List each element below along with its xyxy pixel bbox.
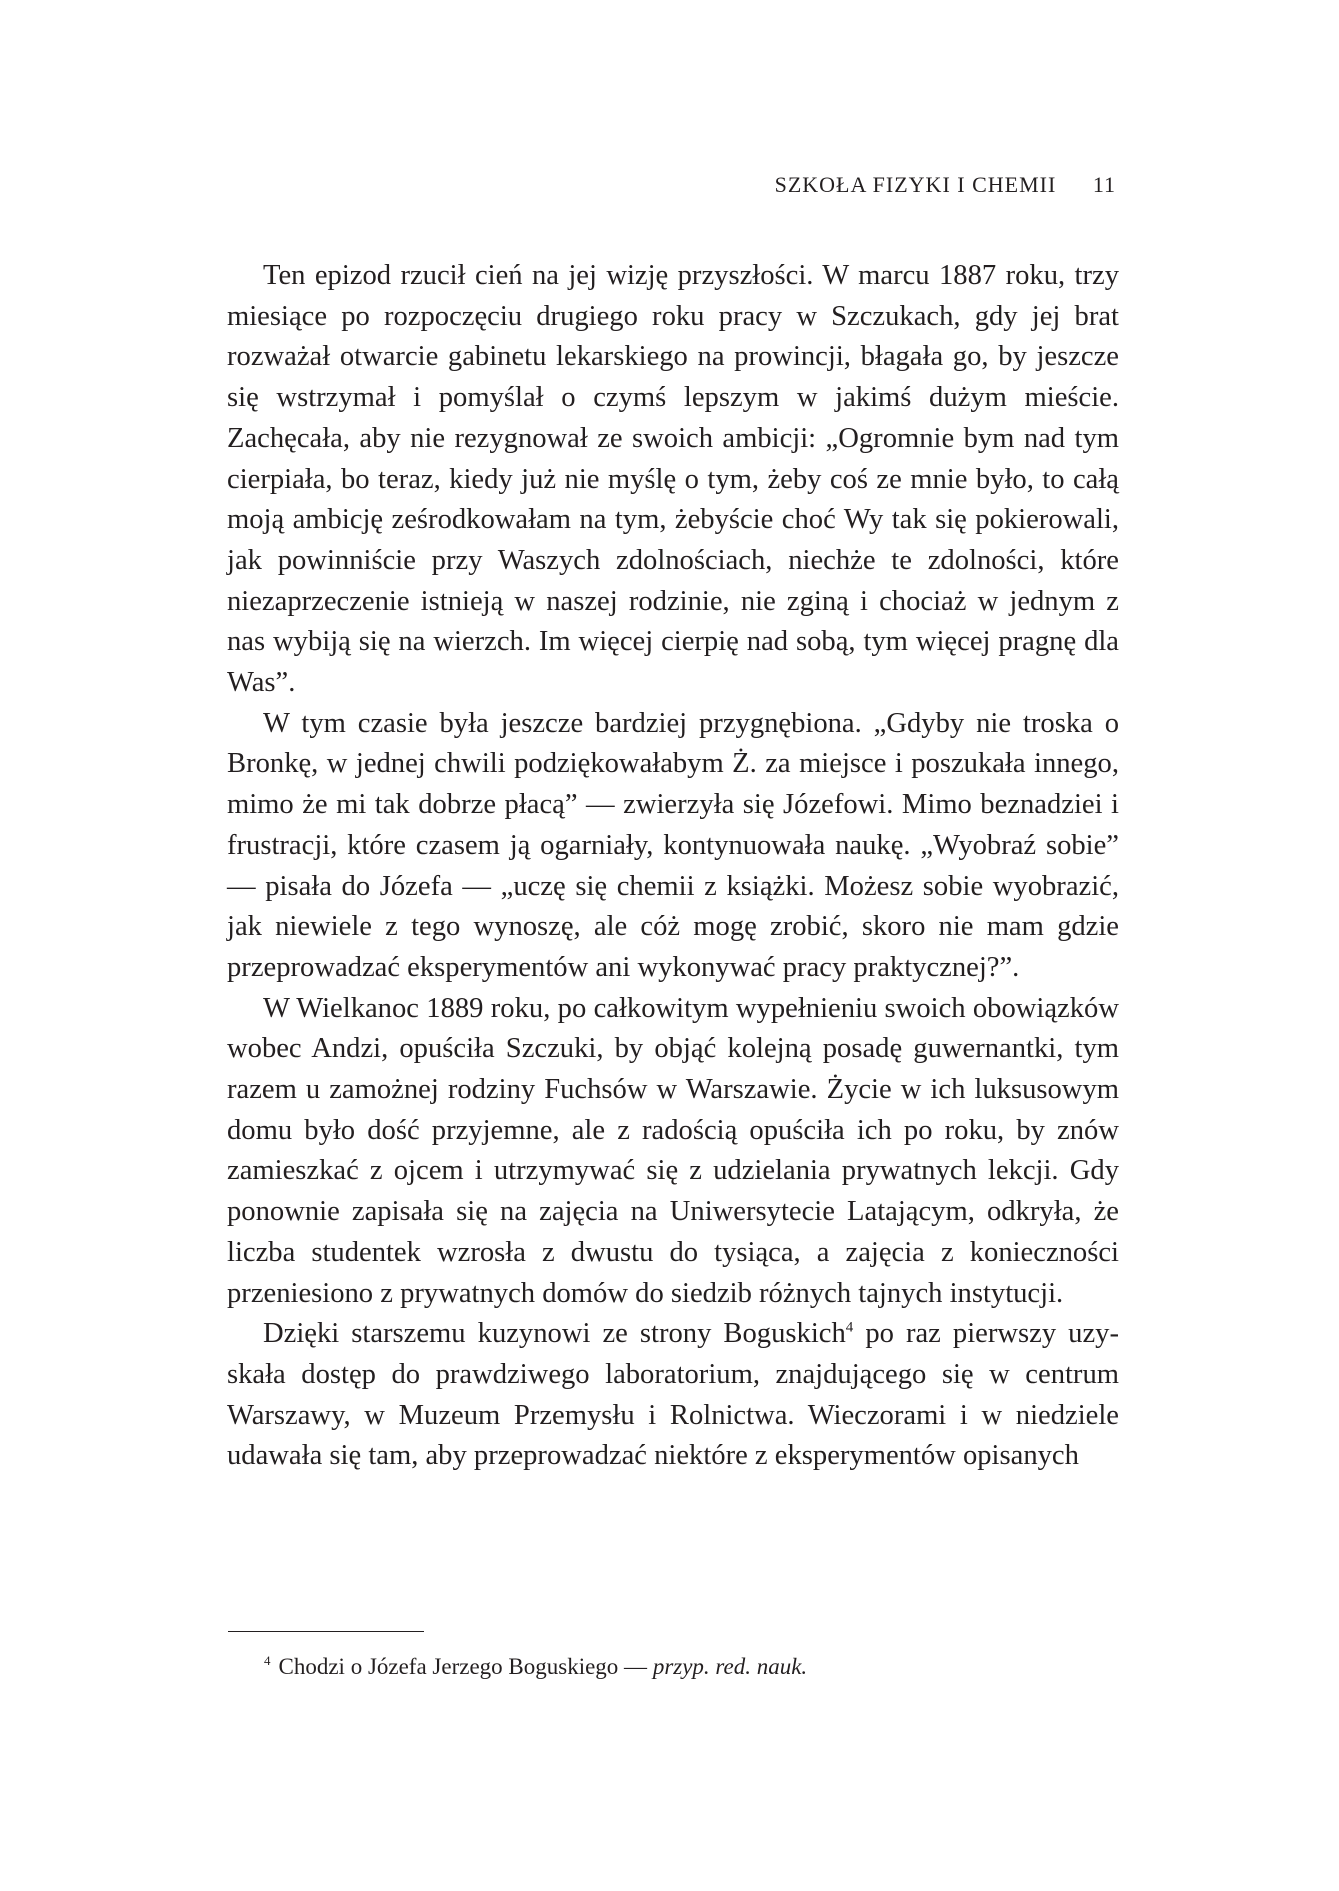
paragraph-3: W Wielkanoc 1889 roku, po całkowitym wypełnieniu swoich obowiązków wobec Andzi, opuściła Szczuki, by objąć kolejną posadę guwernantki, tym razem u zamożnej rodziny Fuchsów w Warszawie. Życie w ich luksusowym domu było dość przyjemne, ale z radością opuściła ich po roku, by znów zamieszkać z ojcem i utrzymywać się z udzielania prywatnych lekcji. Gdy ponownie zapisała się na zajęcia na Uniwersytecie Latającym, odkryła, że liczba studentek wzrosła z dwustu do tysiąca, a zajęcia z konieczności przeniesiono z prywatnych domów do siedzib różnych tajnych instytucji. [227, 992, 1119, 1309]
body-text [227, 256, 1119, 1477]
running-head [775, 172, 1116, 198]
paragraph-2: W tym czasie była jeszcze bardziej przygnębiona. „Gdyby nie troska o Bronkę, w jednej chwili podziękowałabym Ż. za miejsce i poszukała innego, mimo że mi tak dobrze płacą” — zwierzyła się Józefowi. Mimo beznadziei i frustracji, które czasem ją ogarniały, kontynuowała naukę. „Wyobraź sobie” — pisała do Józefa — „uczę się chemii z książki. Możesz sobie wyobrazić, jak niewiele z tego wynoszę, ale cóż mogę zrobić, skoro nie mam gdzie przeprowadzać eksperymentów ani wykonywać pracy praktycznej?”. [227, 707, 1119, 983]
paragraph-4 [227, 1314, 1119, 1477]
footnote [264, 1652, 807, 1682]
paragraph-4-end: po raz pierwszy uzyskała dostęp do prawdziwego laboratorium, znajdującego się w centrum Warszawy, w Muzeum Przemysłu i Rolnictwa. Wieczorami i w niedziele udawała się tam, aby przeprowadzać niektóre z eksperymentów opisanych [227, 1318, 1119, 1472]
footnote-mark: 4 [264, 1653, 271, 1669]
footnote-text: Chodzi o Józefa Jerzego Boguskiego — [278, 1654, 648, 1679]
footnote-divider [228, 1631, 424, 1632]
paragraph-1: Ten epizod rzucił cień na jej wizję przyszłości. W marcu 1887 roku, trzy miesiące po rozpoczęciu drugiego roku pracy w Szczukach, gdy jej brat rozważał otwarcie gabinetu lekarskiego na prowincji, błagała go, by jeszcze się wstrzymał i pomyślał o czymś lepszym w jakimś dużym mieście. Zachęcała, aby nie rezygnował ze swoich ambicji: „Ogromnie bym nad tym cierpiała, bo teraz, kiedy już nie myślę o tym, żeby coś ze mnie było, to całą moją ambicję ześrodkowałam na tym, żebyście choć Wy tak się pokierowali, jak powinniście przy Waszych zdolnościach, niechże te zdolności, które niezaprzeczenie istnieją w naszej rodzinie, nie zginą i chociaż w jednym z nas wybiją się na wierzch. Im więcej cierpię nad sobą, tym więcej pragnę dla Was”. [227, 260, 1119, 699]
paragraph-4-start: Dzięki starszemu kuzynowi ze strony Boguskich [263, 1318, 846, 1350]
page-number: 11 [1092, 172, 1116, 197]
running-title: SZKOŁA FIZYKI I CHEMII [774, 172, 1057, 197]
footnote-italic-text: przyp. red. nauk. [652, 1654, 808, 1679]
footnote-reference: 4 [845, 1319, 854, 1336]
